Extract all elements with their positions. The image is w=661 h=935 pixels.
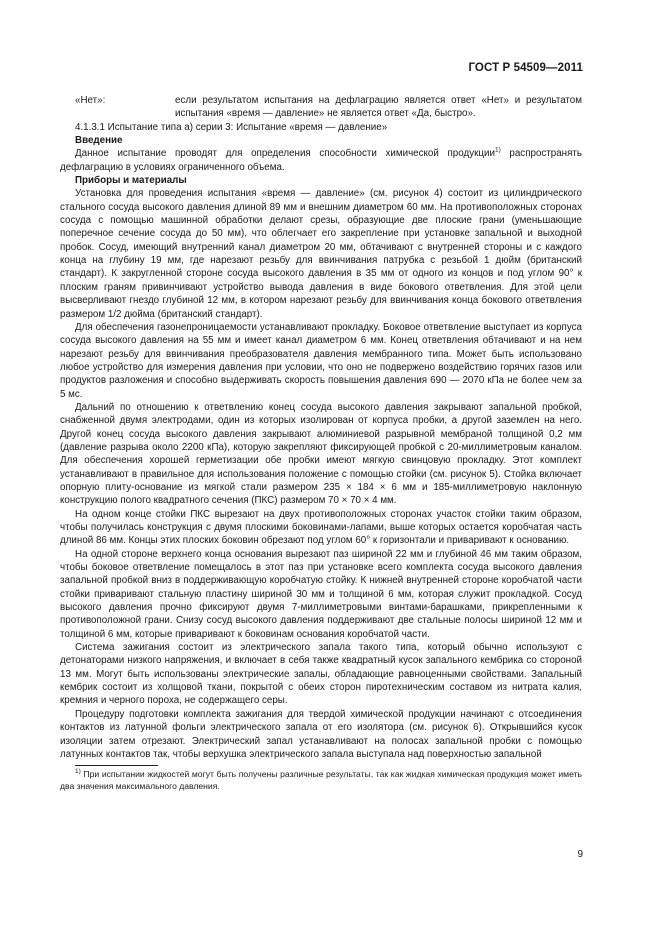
footnote-divider [75,765,158,766]
body-paragraph: Процедуру подготовки комплекта зажигания для твердой химической продукции начинают с отсоединения контактов из латунной фольги электрического запала от его изолятора (см. рисунок 6). Открывшийся кусок изоляции затем отрезают. Электрический запал устанавливают на полосах запальной пробки с помощью латунных контактов так, чтобы верхушка электрического запала выступала над поверхностью запальной [60,708,582,760]
introduction-text-continued: распространять дефлаграцию в условиях ограниченного объема. [60,148,582,173]
body-paragraph: На одной стороне верхнего конца основания вырезают паз шириной 22 мм и глубиной 46 мм таким образом, чтобы боковое ответвление помещалось в этот паз при установке всего комплекта сосуда высокого давления запальной пробкой вниз в поддерживающую коробчатую стойку. К нижней внутренней стороне коробчатой части стойки приваривают стальную пластину шириной 30 мм и толщиной 6 мм, которая служит прокладкой. Сосуд высокого давления прочно фиксируют двумя 7-миллиметровыми винтами-барашками, прикрепленными к противоположной грани. Снизу сосуд высокого давления поддерживают две стальные полосы шириной 12 мм и толщиной 6 мм, которые приваривают к боковинам основания коробчатой части. [60,548,582,640]
materials-heading: Приборы и материалы [75,175,187,187]
introduction-paragraph [60,147,582,174]
body-paragraph: На одном конце стойки ПКС вырезают на двух противоположных сторонах участок стойки таким образом, чтобы получилась конструкция с двумя плоскими боковинами-лапами, выше которых остается коробчатая часть длиной 86 мм. Концы этих плоских боковин обрезают под углом 60° к горизонтали и приваривают к основанию. [60,508,582,547]
definition-entry [60,94,582,121]
section-title: 4.1.3.1 Испытание типа а) серии 3: Испытание «время — давление» [75,121,388,133]
body-paragraph: Система зажигания состоит из электрического запала такого типа, который обычно используют с детонаторами низкого напряжения, и включает в себя также квадратный кусок запального кембрика со стороной 13 мм. Могут быть использованы электрические запалы, обладающие равноценными свойствами. Запальный кембрик состоит из холщовой ткани, покрытой с обеих сторон пиротехническим составом из нитрата калия, кремния и черного пороха, не содержащего серы. [60,642,582,707]
footnote-reference: 1) [494,147,501,155]
footnote [60,769,582,792]
introduction-heading: Введение [75,135,123,147]
document-header: ГОСТ Р 54509—2011 [468,62,583,74]
body-paragraph: Дальний по отношению к ответвлению конец сосуда высокого давления закрывают запальной пробкой, снабженной двумя электродами, один из которых изолирован от корпуса пробки, а другой заземлен на него. Другой конец сосуда высокого давления закрывают алюминиевой разрывной мембраной толщиной 0,2 мм (давление разрыва около 2200 кПа), которую закрепляют фиксирующей пробкой с 20-миллиметровым каналом. Для обеспечения хорошей герметизации обе пробки имеют мягкую свинцовую прокладку. Этот комплект устанавливают в правильное для использования положение с помощью стойки (см. рисунок 5). Стойка включает опорную плиту-основание из мягкой стали размером 235 × 184 × 6 мм и 185-миллиметровую наклонную конструкцию полого квадратного сечения (ПКС) размером 70 × 70 × 4 мм. [60,401,582,507]
footnote-text: При испытании жидкостей могут быть получены различные результаты, так как жидкая химическая продукция может иметь два значения максимального давления. [60,769,582,791]
introduction-text: Данное испытание проводят для определения способности химической продукции [75,148,495,160]
page-body [60,94,582,792]
body-paragraph: Для обеспечения газонепроницаемости устанавливают прокладку. Боковое ответвление выступает из корпуса сосуда высокого давления на 55 мм и имеет канал диаметром 6 мм. Конец ответвления обтачивают и на нем нарезают резьбу для ввинчивания преобразователя давления мембранного типа. Может быть использовано любое устройство для измерения давления при условии, что оно не подвержено воздействию горячих газов или продуктов разложения и способно выдерживать скорость повышения давления 690 — 2070 кПа не более чем за 5 мс. [60,321,582,400]
footnote-mark: 1) [75,768,81,776]
definition-term: «Нет»: [75,95,106,106]
page-number: 9 [577,849,583,860]
definition-text: если результатом испытания на дефлаграцию является ответ «Нет» и результатом испытания «время — давление» не является ответ «Да, быстро». [175,95,582,120]
body-paragraph: Установка для проведения испытания «время — давление» (см. рисунок 4) состоит из цилиндрического стального сосуда высокого давления длиной 89 мм и внешним диаметром 60 мм. На противоположных сторонах сосуда с помощью машинной обработки делают срезы, образующие две плоские грани (уменьшающие поперечное сечение сосуда до 50 мм), что облегчает его закрепление при установке запальной и выходной пробок. Сосуд, имеющий внутренний канал диаметром 20 мм, обтачивают с внутренней стороны и с каждого конца на глубину 19 мм, где нарезают резьбу для ввинчивания патрубка с резьбой 1 дюйм (британский стандарт). К закругленной стороне сосуда высокого давления в 35 мм от одного из концов и под углом 90° к плоским граням привинчивают устройство вывода давления в виде бокового ответвления. Для этой цели высверливают гнездо глубиной 12 мм, в котором нарезают резьбу для ввинчивания конца бокового ответвления размером 1/2 дюйма (британский стандарт). [60,188,582,320]
